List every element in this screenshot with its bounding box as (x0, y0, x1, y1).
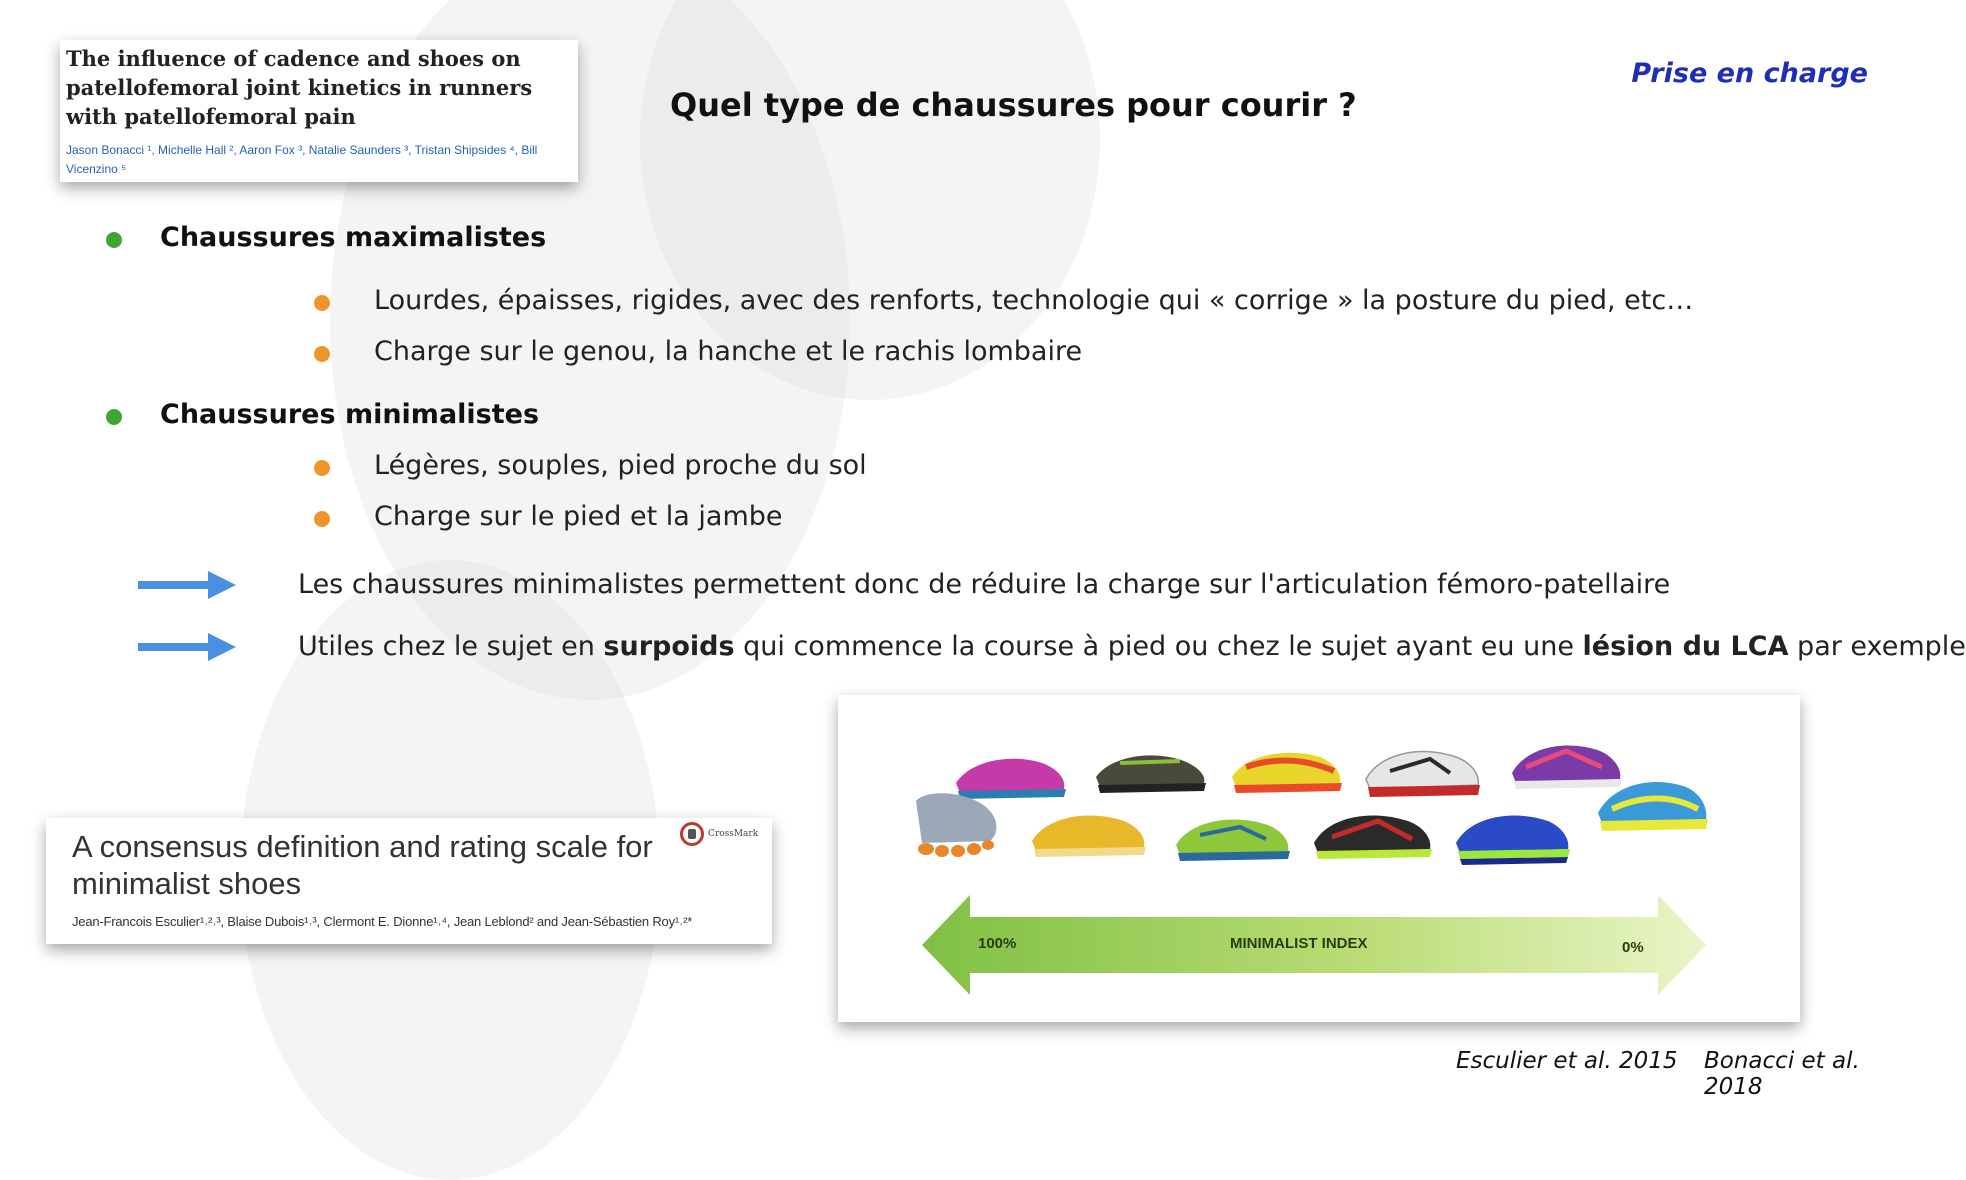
right-arrow-icon (138, 569, 238, 601)
shoe-image (1170, 805, 1294, 865)
shoe-image (1226, 737, 1346, 797)
right-arrow-icon (138, 631, 238, 663)
bullet-green-dot (106, 409, 122, 425)
shoe-image (1450, 801, 1572, 867)
paper-authors: Jean-Francois Esculier¹˒²˒³, Blaise Dubois¹˒³, Clermont E. Dionne¹˒⁴, Jean Leblond² and Jean-Sébastien Roy¹˒²* (72, 914, 693, 929)
shoe-image (1090, 737, 1210, 797)
shoe-image (906, 781, 1006, 861)
index-label-left: 100% (978, 935, 1017, 952)
bullet-item: Charge sur le pied et la jambe (374, 501, 783, 532)
conclusion-bold: surpoids (603, 631, 735, 662)
index-label-right: 0% (1622, 939, 1644, 956)
crossmark-label: CrossMark (708, 829, 759, 839)
slide-title: Quel type de chaussures pour courir ? (670, 86, 1357, 124)
shoe-image (1360, 737, 1484, 801)
bullet-orange-dot (314, 511, 330, 527)
conclusion-text: Les chaussures minimalistes permettent donc de réduire la charge sur l'articulation fémoro-patellaire (298, 569, 1671, 600)
shoe-image (1026, 801, 1150, 861)
conclusion-bold: lésion du LCA (1582, 631, 1789, 662)
bullet-orange-dot (314, 295, 330, 311)
crossmark-badge[interactable] (680, 822, 758, 846)
conclusion-part: Utiles chez le sujet en (298, 631, 604, 662)
paper-card-bonacci (60, 40, 578, 182)
bullet-heading-minimalist: Chaussures minimalistes (160, 399, 540, 430)
paper-title: A consensus definition and rating scale for minimalist shoes (72, 829, 653, 901)
paper-card-esculier (46, 818, 772, 944)
shoe-image (1308, 801, 1436, 863)
shoe-image (1592, 769, 1712, 839)
bullet-heading-maximalist: Chaussures maximalistes (160, 222, 547, 253)
bullet-item: Charge sur le genou, la hanche et le rachis lombaire (374, 336, 1083, 367)
paper-authors[interactable]: Jason Bonacci ¹, Michelle Hall ², Aaron Fox ³, Natalie Saunders ³, Tristan Shipsides ⁴, Bill Vicenzino ⁵ (66, 143, 538, 176)
bullet-green-dot (106, 232, 122, 248)
conclusion-text (298, 631, 1966, 662)
bullet-item: Légères, souples, pied proche du sol (374, 450, 867, 481)
citation-esculier: Esculier et al. 2015 (1456, 1048, 1678, 1074)
paper-title: The influence of cadence and shoes on patellofemoral joint kinetics in runners with patellofemoral pain (66, 46, 533, 129)
index-label-center: MINIMALIST INDEX (1230, 935, 1368, 952)
conclusion-part: qui commence la course à pied ou chez le sujet ayant eu une (734, 631, 1583, 662)
bullet-orange-dot (314, 460, 330, 476)
conclusion-part: par exemple (1788, 631, 1966, 662)
bullet-item: Lourdes, épaisses, rigides, avec des renforts, technologie qui « corrige » la posture du pied, etc… (374, 285, 1694, 316)
section-tag: Prise en charge (1631, 58, 1868, 89)
minimalist-index-figure (838, 695, 1800, 1022)
crossmark-icon (680, 822, 704, 846)
citation-bonacci: Bonacci et al. 2018 (1704, 1048, 1860, 1100)
bullet-orange-dot (314, 346, 330, 362)
